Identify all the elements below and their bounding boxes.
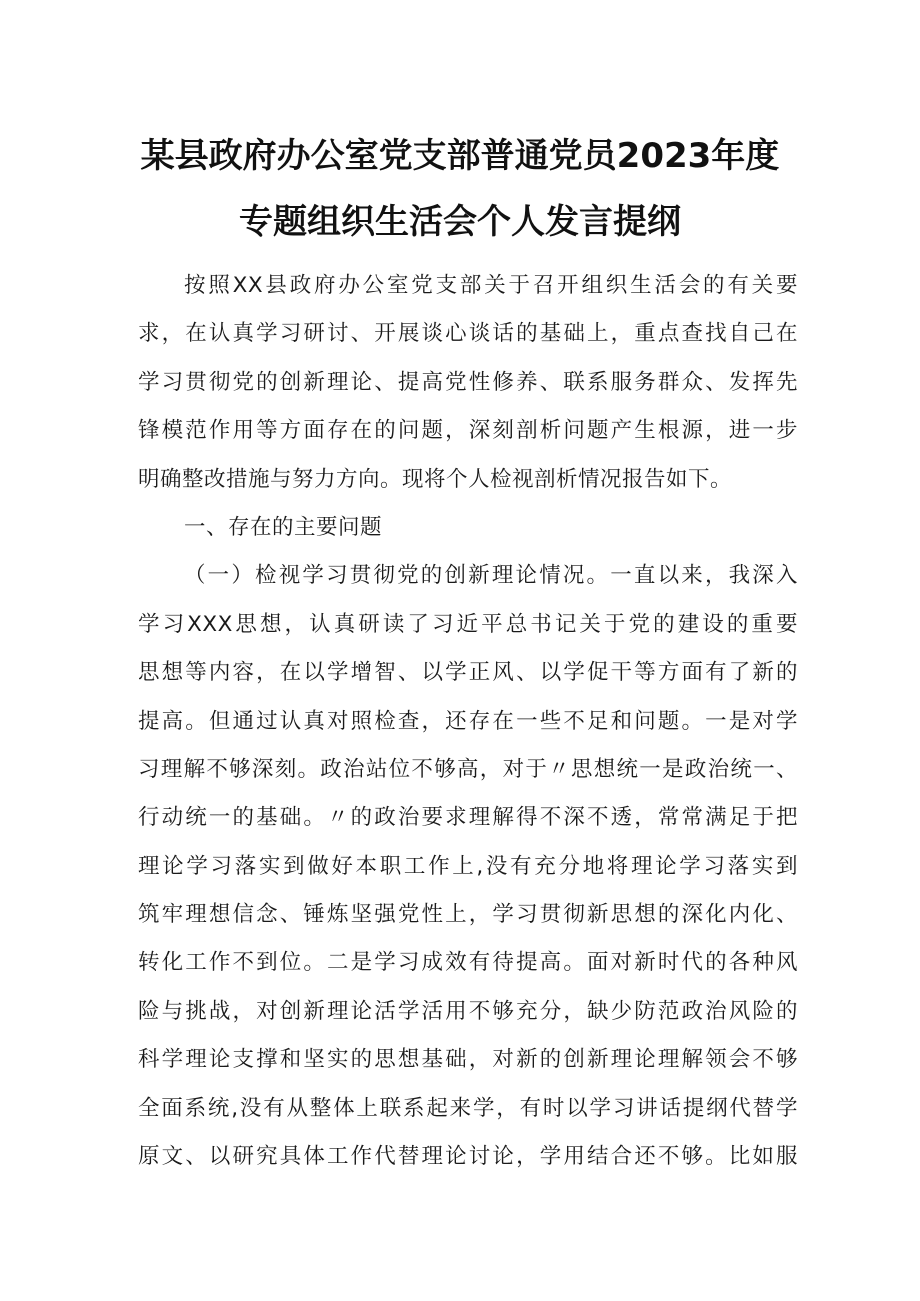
text-line: 提高。但通过认真对照检查，还存在一些不足和问题。一是对学 <box>138 708 798 734</box>
document-title-line-1: 某县政府办公室党支部普通党员2023年度 <box>140 136 780 176</box>
text-line: 筑牢理想信念、锤炼坚强党性上，学习贯彻新思想的深化内化、 <box>138 902 798 928</box>
text-line: 险与挑战，对创新理论活学活用不够充分，缺少防范政治风险的 <box>138 998 798 1024</box>
text-line: 锋模范作用等方面存在的问题，深刻剖析问题产生根源，进一步 <box>138 418 798 444</box>
text-line: 理论学习落实到做好本职工作上,没有充分地将理论学习落实到 <box>138 853 798 879</box>
text-line: 求，在认真学习研讨、开展谈心谈话的基础上，重点查找自己在 <box>138 321 798 347</box>
text-line: 习理解不够深刻。政治站位不够高，对于〃思想统一是政治统一、 <box>138 756 798 782</box>
text-line: （一）检视学习贯彻党的创新理论情况。一直以来，我深入 <box>184 563 798 589</box>
text-line: 全面系统,没有从整体上联系起来学，有时以学习讲话提纲代替学 <box>138 1095 798 1121</box>
text-line: 思想等内容，在以学增智、以学正风、以学促干等方面有了新的 <box>138 660 798 686</box>
paragraph-intro <box>138 262 798 504</box>
section-heading: 一、存在的主要问题 <box>184 514 383 540</box>
text-line: 原文、以研究具体工作代替理论讨论，学用结合还不够。比如服 <box>138 1144 798 1170</box>
text-line: 科学理论支撑和坚实的思想基础，对新的创新理论理解领会不够 <box>138 1047 798 1073</box>
text-line: 明确整改措施与努力方向。现将个人检视剖析情况报告如下。 <box>138 466 733 492</box>
document-body <box>138 262 798 1181</box>
paragraph-study-review <box>138 552 798 1181</box>
text-line: 转化工作不到位。二是学习成效有待提高。面对新时代的各种风 <box>138 950 798 976</box>
text-line: 行动统一的基础。〃的政治要求理解得不深不透，常常满足于把 <box>138 805 798 831</box>
document-title-line-2: 专题组织生活会个人发言提纲 <box>239 202 681 242</box>
text-line: 按照XX县政府办公室党支部关于召开组织生活会的有关要 <box>184 273 798 298</box>
text-line: 学习XXX思想，认真研读了习近平总书记关于党的建设的重要 <box>138 611 798 637</box>
text-line: 学习贯彻党的创新理论、提高党性修养、联系服务群众、发挥先 <box>138 369 798 395</box>
